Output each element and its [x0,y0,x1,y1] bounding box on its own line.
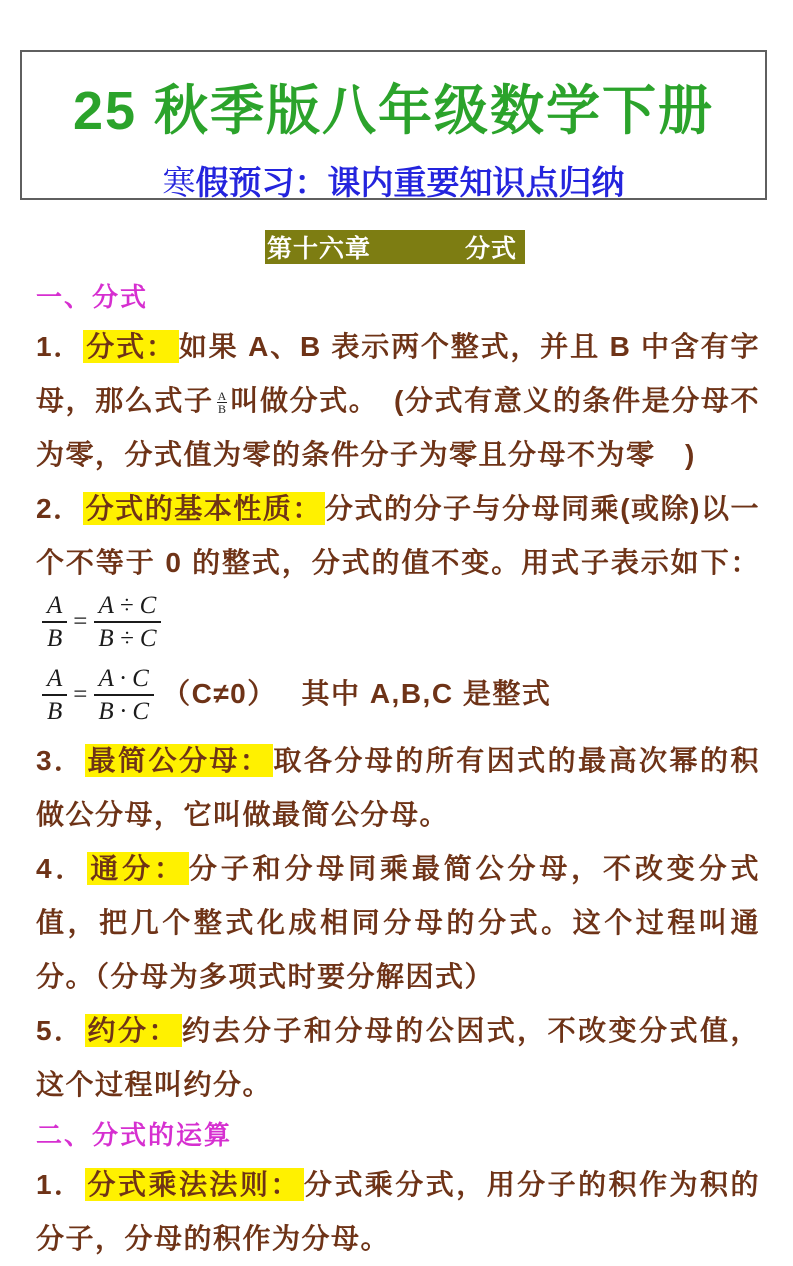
paragraph-tongfen [36,842,760,1004]
formula-divide [42,590,162,655]
fraction-numerator: A [42,663,67,696]
chapter-title: 分式 [464,235,517,263]
header-box [20,50,767,200]
fraction-rhs [93,590,161,655]
item-number: 4． [36,853,88,885]
fraction-denominator: B [47,698,63,726]
item-text: 如果 A、B 表示两个整式，并且 B 中含有字母，那么式子 [36,331,760,416]
fraction-denominator: B ÷ C [98,625,157,653]
paragraph-basic-property [36,482,760,655]
paragraph-common-denominator [36,734,760,842]
item-text: 分式的分子与分母同乘(或除)以一个不等于 0 的整式，分式的值不变。用式子表示如下： [36,493,760,578]
fraction-numerator: A ÷ C [94,590,162,623]
document-title: 25 秋季版八年级数学下册 [72,81,715,141]
highlighted-term: 分式的基本性质： [83,492,325,525]
document-body [36,274,760,1266]
fraction-denominator: B [47,625,63,653]
item-number: 1． [36,1169,85,1201]
chapter-number: 第十六章 [267,235,372,263]
item-text: 分子和分母同乘最简公分母，不改变分式值，把几个整式化成相同分母的分式。这个过程叫通分。（分母为多项式时要分解因式） [36,853,760,993]
fraction-numerator: A [217,388,227,403]
fraction-rhs [93,663,154,728]
fraction-lhs [42,663,67,728]
highlighted-term: 分式乘法法则： [85,1168,304,1201]
chapter-heading-bar [265,230,525,264]
subtitle-prefix: 寒 [162,166,196,202]
equals-sign: = [73,608,88,636]
item-number: 5． [36,1015,85,1047]
paragraph-yuefen [36,1004,760,1112]
highlighted-term: 约分： [85,1014,182,1047]
highlighted-term: 分式： [83,330,179,363]
item-number: 1． [36,331,84,362]
paragraph-multiplication-rule [36,1158,760,1266]
section-2-heading: 二、分式的运算 [36,1120,233,1151]
paragraph-fenshi-definition [36,320,760,482]
fraction-numerator: A · C [94,663,154,696]
fraction-denominator: B · C [98,698,150,726]
item-number: 3． [36,745,85,777]
fraction-lhs [42,590,67,655]
equals-sign: = [73,681,88,709]
paragraph-basic-property-formula [36,655,760,735]
document-subtitle [22,157,765,204]
subtitle-text: 假预习：课内重要知识点归纳 [195,166,625,202]
highlighted-term: 最简公分母： [85,744,274,777]
item-number: 2． [36,493,83,524]
section-1-heading: 一、分式 [36,282,149,312]
item-text: 取各分母的所有因式的最高次幂的积做公分母，它叫做最简公分母。 [36,745,760,831]
item-text: 叫做分式。 (分式有意义的条件是分母不为零，分式值为零的条件分子为零且分母不为零 ) [36,385,760,470]
fraction-numerator: A [42,590,67,623]
item-text: 分式乘分式，用分子的积作为积的分子，分母的积作为分母。 [36,1169,760,1255]
item-text: 约去分子和分母的公因式，不改变分式值，这个过程叫约分。 [36,1015,760,1101]
formula-condition: （C≠0） 其中 A,B,C 是整式 [162,677,552,709]
fraction-denominator: B [217,402,226,417]
inline-fraction-a-over-b [217,390,228,416]
formula-multiply [42,656,154,734]
highlighted-term: 通分： [87,852,189,885]
